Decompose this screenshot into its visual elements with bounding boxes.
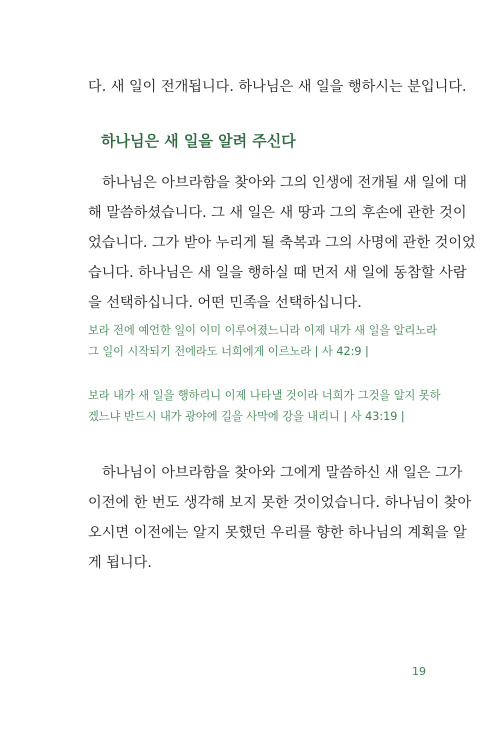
page-number: 19 [412,665,426,678]
continuation-paragraph [88,72,467,102]
text-line: 오시면 이전에는 알지 못했던 우리를 향한 하나님의 계획을 알 [88,525,467,541]
body-paragraph-2 [88,458,472,578]
section-heading: 하나님은 새 일을 알려 주신다 [101,132,296,150]
text-line: 하나님이 아브라함을 찾아와 그에게 말씀하신 새 일은 그가 [102,465,463,481]
text-line: 다. 새 일이 전개됩니다. 하나님은 새 일을 행하시는 분입니다. [88,79,467,95]
scripture-quote-1 [88,320,437,362]
text-line: 을 선택하십니다. 어떤 민족을 선택하십니다. [88,295,362,311]
body-paragraph-1 [88,168,476,318]
text-line: 이전에 한 번도 생각해 보지 못한 것이었습니다. 하나님이 찾아 [88,495,472,511]
quote-line: 보라 내가 새 일을 행하리니 이제 나타낼 것이라 너희가 그것을 알지 못하 [88,389,441,402]
text-line: 습니다. 하나님은 새 일을 행하실 때 먼저 새 일에 동참할 사람 [88,265,467,281]
text-line: 게 됩니다. [88,555,152,571]
scripture-quote-2 [88,385,441,427]
quote-line: 그 일이 시작되기 전에라도 너희에게 이르노라 | 사 42:9 | [88,345,369,358]
text-line: 었습니다. 그가 받아 누리게 될 축복과 그의 사명에 관한 것이었 [88,235,476,251]
text-line: 해 말씀하셨습니다. 그 새 일은 새 땅과 그의 후손에 관한 것이 [88,205,467,221]
text-line: 하나님은 아브라함을 찾아와 그의 인생에 전개될 새 일에 대 [102,175,468,191]
quote-line: 겠느냐 반드시 내가 광야에 길을 사막에 강을 내리니 | 사 43:19 | [88,410,405,423]
quote-line: 보라 전에 예언한 일이 이미 이루어졌느니라 이제 내가 새 일을 알리노라 [88,324,437,337]
